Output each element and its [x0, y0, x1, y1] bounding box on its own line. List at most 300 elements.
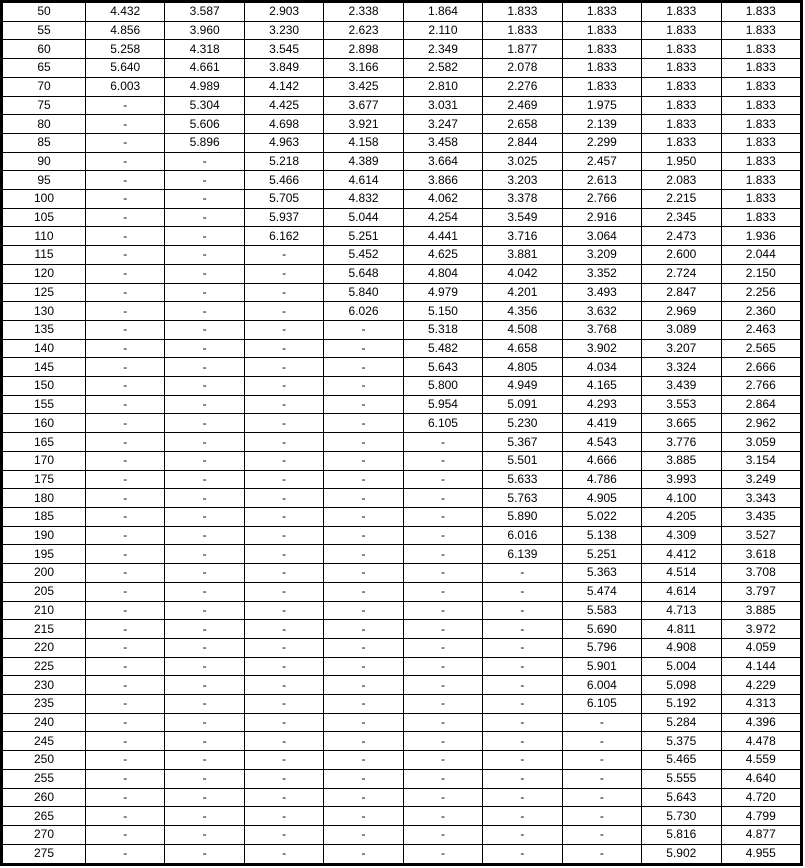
value-cell: -	[324, 844, 403, 863]
value-cell: 4.419	[562, 414, 641, 433]
value-cell: -	[403, 545, 482, 564]
value-cell: 2.215	[642, 190, 721, 209]
value-cell: 4.804	[403, 264, 482, 283]
row-key-cell: 60	[3, 40, 86, 59]
value-cell: 4.165	[562, 377, 641, 396]
value-cell: 3.665	[642, 414, 721, 433]
value-cell: 2.110	[403, 21, 482, 40]
value-cell: 4.799	[721, 807, 801, 826]
value-cell: -	[244, 470, 323, 489]
value-cell: -	[165, 190, 244, 209]
row-key-cell: 245	[3, 732, 86, 751]
value-cell: 4.313	[721, 695, 801, 714]
row-key-cell: 65	[3, 59, 86, 78]
value-cell: -	[324, 526, 403, 545]
value-cell: -	[86, 395, 165, 414]
row-key-cell: 90	[3, 152, 86, 171]
value-cell: 4.908	[642, 638, 721, 657]
row-key-cell: 115	[3, 246, 86, 265]
value-cell: 4.614	[642, 582, 721, 601]
value-cell: 4.658	[483, 339, 562, 358]
table-row	[3, 807, 801, 826]
value-cell: 5.896	[165, 133, 244, 152]
table-row	[3, 339, 801, 358]
value-cell: 5.218	[244, 152, 323, 171]
table-row	[3, 732, 801, 751]
value-cell: 5.902	[642, 844, 721, 863]
value-cell: 5.763	[483, 489, 562, 508]
value-cell: 3.960	[165, 21, 244, 40]
value-cell: -	[165, 339, 244, 358]
value-cell: 5.640	[86, 59, 165, 78]
value-cell: -	[165, 358, 244, 377]
table-row	[3, 358, 801, 377]
value-cell: 1.833	[721, 77, 801, 96]
row-key-cell: 210	[3, 601, 86, 620]
value-cell: 4.614	[324, 171, 403, 190]
value-cell: -	[403, 769, 482, 788]
row-key-cell: 130	[3, 302, 86, 321]
value-cell: -	[165, 751, 244, 770]
value-cell: -	[483, 825, 562, 844]
value-cell: 4.949	[483, 377, 562, 396]
table-row	[3, 433, 801, 452]
value-cell: -	[86, 582, 165, 601]
value-cell: -	[86, 339, 165, 358]
value-cell: 3.247	[403, 115, 482, 134]
value-cell: -	[165, 676, 244, 695]
value-cell: 5.363	[562, 564, 641, 583]
value-cell: -	[165, 489, 244, 508]
table-row	[3, 208, 801, 227]
value-cell: 5.800	[403, 377, 482, 396]
value-cell: 4.666	[562, 451, 641, 470]
value-cell: 6.139	[483, 545, 562, 564]
row-key-cell: 220	[3, 638, 86, 657]
value-cell: 4.543	[562, 433, 641, 452]
row-key-cell: 110	[3, 227, 86, 246]
value-cell: 5.251	[562, 545, 641, 564]
value-cell: 2.139	[562, 115, 641, 134]
value-cell: 5.465	[642, 751, 721, 770]
value-cell: 2.916	[562, 208, 641, 227]
value-cell: 3.993	[642, 470, 721, 489]
value-cell: 1.950	[642, 152, 721, 171]
value-cell: 4.955	[721, 844, 801, 863]
value-cell: 5.466	[244, 171, 323, 190]
table-row	[3, 59, 801, 78]
value-cell: -	[244, 564, 323, 583]
value-cell: 2.457	[562, 152, 641, 171]
table-row	[3, 507, 801, 526]
value-cell: -	[86, 676, 165, 695]
value-cell: -	[86, 695, 165, 714]
value-cell: -	[483, 695, 562, 714]
value-cell: 5.192	[642, 695, 721, 714]
value-cell: 5.643	[642, 788, 721, 807]
value-cell: -	[244, 358, 323, 377]
value-cell: 2.463	[721, 320, 801, 339]
value-cell: 2.864	[721, 395, 801, 414]
value-cell: 1.833	[721, 133, 801, 152]
value-cell: 4.201	[483, 283, 562, 302]
value-cell: 5.022	[562, 507, 641, 526]
value-cell: 3.902	[562, 339, 641, 358]
value-cell: -	[324, 339, 403, 358]
value-cell: 6.026	[324, 302, 403, 321]
value-cell: -	[562, 825, 641, 844]
value-cell: 1.877	[483, 40, 562, 59]
value-cell: -	[324, 564, 403, 583]
row-key-cell: 155	[3, 395, 86, 414]
value-cell: -	[324, 825, 403, 844]
value-cell: -	[165, 526, 244, 545]
value-cell: -	[324, 638, 403, 657]
value-cell: -	[403, 751, 482, 770]
value-cell: 5.150	[403, 302, 482, 321]
table-row	[3, 96, 801, 115]
value-cell: -	[403, 732, 482, 751]
value-cell: -	[244, 601, 323, 620]
value-cell: -	[244, 395, 323, 414]
value-cell: 4.144	[721, 657, 801, 676]
table-row	[3, 695, 801, 714]
value-cell: -	[403, 695, 482, 714]
value-cell: -	[324, 414, 403, 433]
table-row	[3, 3, 801, 22]
value-cell: 2.903	[244, 3, 323, 22]
value-cell: -	[324, 582, 403, 601]
value-cell: 2.613	[562, 171, 641, 190]
value-cell: -	[403, 601, 482, 620]
value-cell: 4.432	[86, 3, 165, 22]
value-cell: 5.796	[562, 638, 641, 657]
value-cell: -	[483, 751, 562, 770]
value-cell: 2.083	[642, 171, 721, 190]
value-cell: -	[165, 732, 244, 751]
value-cell: -	[165, 695, 244, 714]
value-cell: 1.833	[562, 21, 641, 40]
value-cell: 5.501	[483, 451, 562, 470]
value-cell: 4.205	[642, 507, 721, 526]
value-cell: 3.089	[642, 320, 721, 339]
value-cell: -	[403, 564, 482, 583]
value-cell: -	[244, 451, 323, 470]
row-key-cell: 240	[3, 713, 86, 732]
value-cell: 4.034	[562, 358, 641, 377]
row-key-cell: 265	[3, 807, 86, 826]
value-cell: -	[562, 788, 641, 807]
row-key-cell: 80	[3, 115, 86, 134]
row-key-cell: 165	[3, 433, 86, 452]
value-cell: 5.890	[483, 507, 562, 526]
value-cell: -	[324, 320, 403, 339]
value-cell: -	[86, 433, 165, 452]
value-cell: 2.469	[483, 96, 562, 115]
value-cell: -	[165, 302, 244, 321]
value-cell: 3.716	[483, 227, 562, 246]
value-cell: -	[165, 264, 244, 283]
value-cell: 4.720	[721, 788, 801, 807]
value-cell: -	[244, 283, 323, 302]
value-cell: 3.866	[403, 171, 482, 190]
value-cell: 5.091	[483, 395, 562, 414]
value-cell: 1.833	[642, 21, 721, 40]
value-cell: -	[86, 470, 165, 489]
value-cell: -	[165, 564, 244, 583]
value-cell: 1.833	[721, 96, 801, 115]
value-cell: 1.833	[721, 171, 801, 190]
table-row	[3, 825, 801, 844]
value-cell: -	[244, 526, 323, 545]
value-cell: 4.059	[721, 638, 801, 657]
row-key-cell: 260	[3, 788, 86, 807]
row-key-cell: 190	[3, 526, 86, 545]
value-cell: 5.304	[165, 96, 244, 115]
value-cell: 5.555	[642, 769, 721, 788]
row-key-cell: 175	[3, 470, 86, 489]
value-cell: 2.658	[483, 115, 562, 134]
row-key-cell: 55	[3, 21, 86, 40]
value-cell: 6.003	[86, 77, 165, 96]
value-cell: 5.004	[642, 657, 721, 676]
value-cell: -	[244, 302, 323, 321]
value-cell: -	[86, 451, 165, 470]
value-cell: -	[483, 807, 562, 826]
value-cell: 3.797	[721, 582, 801, 601]
value-cell: -	[165, 769, 244, 788]
value-cell: -	[86, 844, 165, 863]
value-cell: 1.833	[721, 152, 801, 171]
value-cell: 4.254	[403, 208, 482, 227]
value-cell: -	[244, 582, 323, 601]
value-cell: 2.349	[403, 40, 482, 59]
value-cell: -	[562, 732, 641, 751]
value-cell: -	[244, 414, 323, 433]
value-cell: 3.632	[562, 302, 641, 321]
value-cell: 3.972	[721, 620, 801, 639]
value-cell: 5.583	[562, 601, 641, 620]
value-cell: 4.042	[483, 264, 562, 283]
value-cell: 3.439	[642, 377, 721, 396]
value-cell: 4.309	[642, 526, 721, 545]
value-cell: -	[165, 545, 244, 564]
value-cell: -	[86, 414, 165, 433]
row-key-cell: 270	[3, 825, 86, 844]
value-cell: 4.229	[721, 676, 801, 695]
value-cell: -	[244, 788, 323, 807]
value-cell: 2.844	[483, 133, 562, 152]
value-cell: 3.618	[721, 545, 801, 564]
value-cell: 5.474	[562, 582, 641, 601]
value-cell: 3.553	[642, 395, 721, 414]
value-cell: -	[165, 507, 244, 526]
value-cell: 5.230	[483, 414, 562, 433]
value-cell: 5.690	[562, 620, 641, 639]
value-cell: -	[244, 807, 323, 826]
value-cell: 1.833	[562, 3, 641, 22]
table-row	[3, 769, 801, 788]
value-cell: -	[86, 507, 165, 526]
row-key-cell: 195	[3, 545, 86, 564]
value-cell: 1.833	[721, 21, 801, 40]
value-cell: -	[86, 601, 165, 620]
value-cell: -	[324, 732, 403, 751]
value-cell: 2.299	[562, 133, 641, 152]
row-key-cell: 170	[3, 451, 86, 470]
table-row	[3, 489, 801, 508]
value-cell: -	[165, 414, 244, 433]
value-cell: 2.473	[642, 227, 721, 246]
value-cell: -	[244, 620, 323, 639]
value-cell: -	[86, 246, 165, 265]
value-cell: 4.478	[721, 732, 801, 751]
value-cell: -	[165, 377, 244, 396]
value-cell: 1.936	[721, 227, 801, 246]
row-key-cell: 125	[3, 283, 86, 302]
value-cell: 1.833	[642, 59, 721, 78]
value-cell: -	[483, 564, 562, 583]
value-cell: 4.318	[165, 40, 244, 59]
value-cell: 5.452	[324, 246, 403, 265]
value-cell: 3.166	[324, 59, 403, 78]
value-cell: -	[324, 676, 403, 695]
value-cell: -	[165, 208, 244, 227]
value-cell: 4.805	[483, 358, 562, 377]
value-cell: -	[403, 620, 482, 639]
value-cell: 3.677	[324, 96, 403, 115]
value-cell: -	[86, 769, 165, 788]
value-cell: 3.664	[403, 152, 482, 171]
data-table-body	[3, 3, 801, 864]
value-cell: 4.661	[165, 59, 244, 78]
table-row	[3, 190, 801, 209]
value-cell: 6.105	[562, 695, 641, 714]
value-cell: -	[86, 302, 165, 321]
table-row	[3, 620, 801, 639]
value-cell: -	[86, 713, 165, 732]
value-cell: -	[324, 695, 403, 714]
value-cell: -	[324, 451, 403, 470]
value-cell: 5.138	[562, 526, 641, 545]
value-cell: 1.833	[642, 40, 721, 59]
value-cell: 3.881	[483, 246, 562, 265]
value-cell: -	[244, 825, 323, 844]
value-cell: -	[165, 246, 244, 265]
value-cell: 5.044	[324, 208, 403, 227]
value-cell: 3.921	[324, 115, 403, 134]
value-cell: -	[165, 171, 244, 190]
table-row	[3, 657, 801, 676]
value-cell: 2.969	[642, 302, 721, 321]
value-cell: 3.708	[721, 564, 801, 583]
value-cell: 4.514	[642, 564, 721, 583]
value-cell: 5.730	[642, 807, 721, 826]
value-cell: -	[483, 601, 562, 620]
value-cell: -	[483, 844, 562, 863]
table-row	[3, 582, 801, 601]
value-cell: 5.482	[403, 339, 482, 358]
value-cell: 3.458	[403, 133, 482, 152]
value-cell: 2.847	[642, 283, 721, 302]
value-cell: 1.833	[721, 59, 801, 78]
value-cell: 4.786	[562, 470, 641, 489]
value-cell: -	[244, 507, 323, 526]
value-cell: -	[244, 657, 323, 676]
value-cell: 2.623	[324, 21, 403, 40]
value-cell: -	[324, 601, 403, 620]
value-cell: 3.352	[562, 264, 641, 283]
value-cell: -	[165, 638, 244, 657]
value-cell: 1.833	[562, 77, 641, 96]
value-cell: -	[165, 152, 244, 171]
value-cell: 2.338	[324, 3, 403, 22]
value-cell: 5.937	[244, 208, 323, 227]
row-key-cell: 75	[3, 96, 86, 115]
table-row	[3, 377, 801, 396]
value-cell: 4.356	[483, 302, 562, 321]
row-key-cell: 185	[3, 507, 86, 526]
value-cell: -	[324, 433, 403, 452]
value-cell: 4.425	[244, 96, 323, 115]
value-cell: -	[244, 713, 323, 732]
table-row	[3, 414, 801, 433]
value-cell: -	[403, 489, 482, 508]
value-cell: 4.905	[562, 489, 641, 508]
table-row	[3, 601, 801, 620]
value-cell: 2.150	[721, 264, 801, 283]
value-cell: 1.833	[721, 190, 801, 209]
value-cell: -	[165, 825, 244, 844]
value-cell: -	[324, 788, 403, 807]
value-cell: 2.360	[721, 302, 801, 321]
value-cell: -	[244, 246, 323, 265]
value-cell: -	[244, 489, 323, 508]
value-cell: 3.343	[721, 489, 801, 508]
row-key-cell: 150	[3, 377, 86, 396]
value-cell: -	[165, 227, 244, 246]
value-cell: 4.100	[642, 489, 721, 508]
value-cell: -	[324, 489, 403, 508]
value-cell: 2.276	[483, 77, 562, 96]
value-cell: -	[324, 807, 403, 826]
table-row	[3, 40, 801, 59]
table-row	[3, 676, 801, 695]
table-row	[3, 77, 801, 96]
value-cell: -	[324, 377, 403, 396]
value-cell: -	[165, 657, 244, 676]
table-row	[3, 713, 801, 732]
value-cell: 5.633	[483, 470, 562, 489]
value-cell: -	[324, 358, 403, 377]
value-cell: -	[403, 676, 482, 695]
value-cell: 4.989	[165, 77, 244, 96]
value-cell: 5.816	[642, 825, 721, 844]
value-cell: 2.582	[403, 59, 482, 78]
value-cell: 5.098	[642, 676, 721, 695]
value-cell: 4.396	[721, 713, 801, 732]
value-cell: -	[165, 582, 244, 601]
row-key-cell: 250	[3, 751, 86, 770]
value-cell: 3.209	[562, 246, 641, 265]
value-cell: -	[562, 751, 641, 770]
value-cell: 2.898	[324, 40, 403, 59]
table-row	[3, 283, 801, 302]
value-cell: 3.207	[642, 339, 721, 358]
value-cell: 3.031	[403, 96, 482, 115]
value-cell: 2.666	[721, 358, 801, 377]
row-key-cell: 120	[3, 264, 86, 283]
